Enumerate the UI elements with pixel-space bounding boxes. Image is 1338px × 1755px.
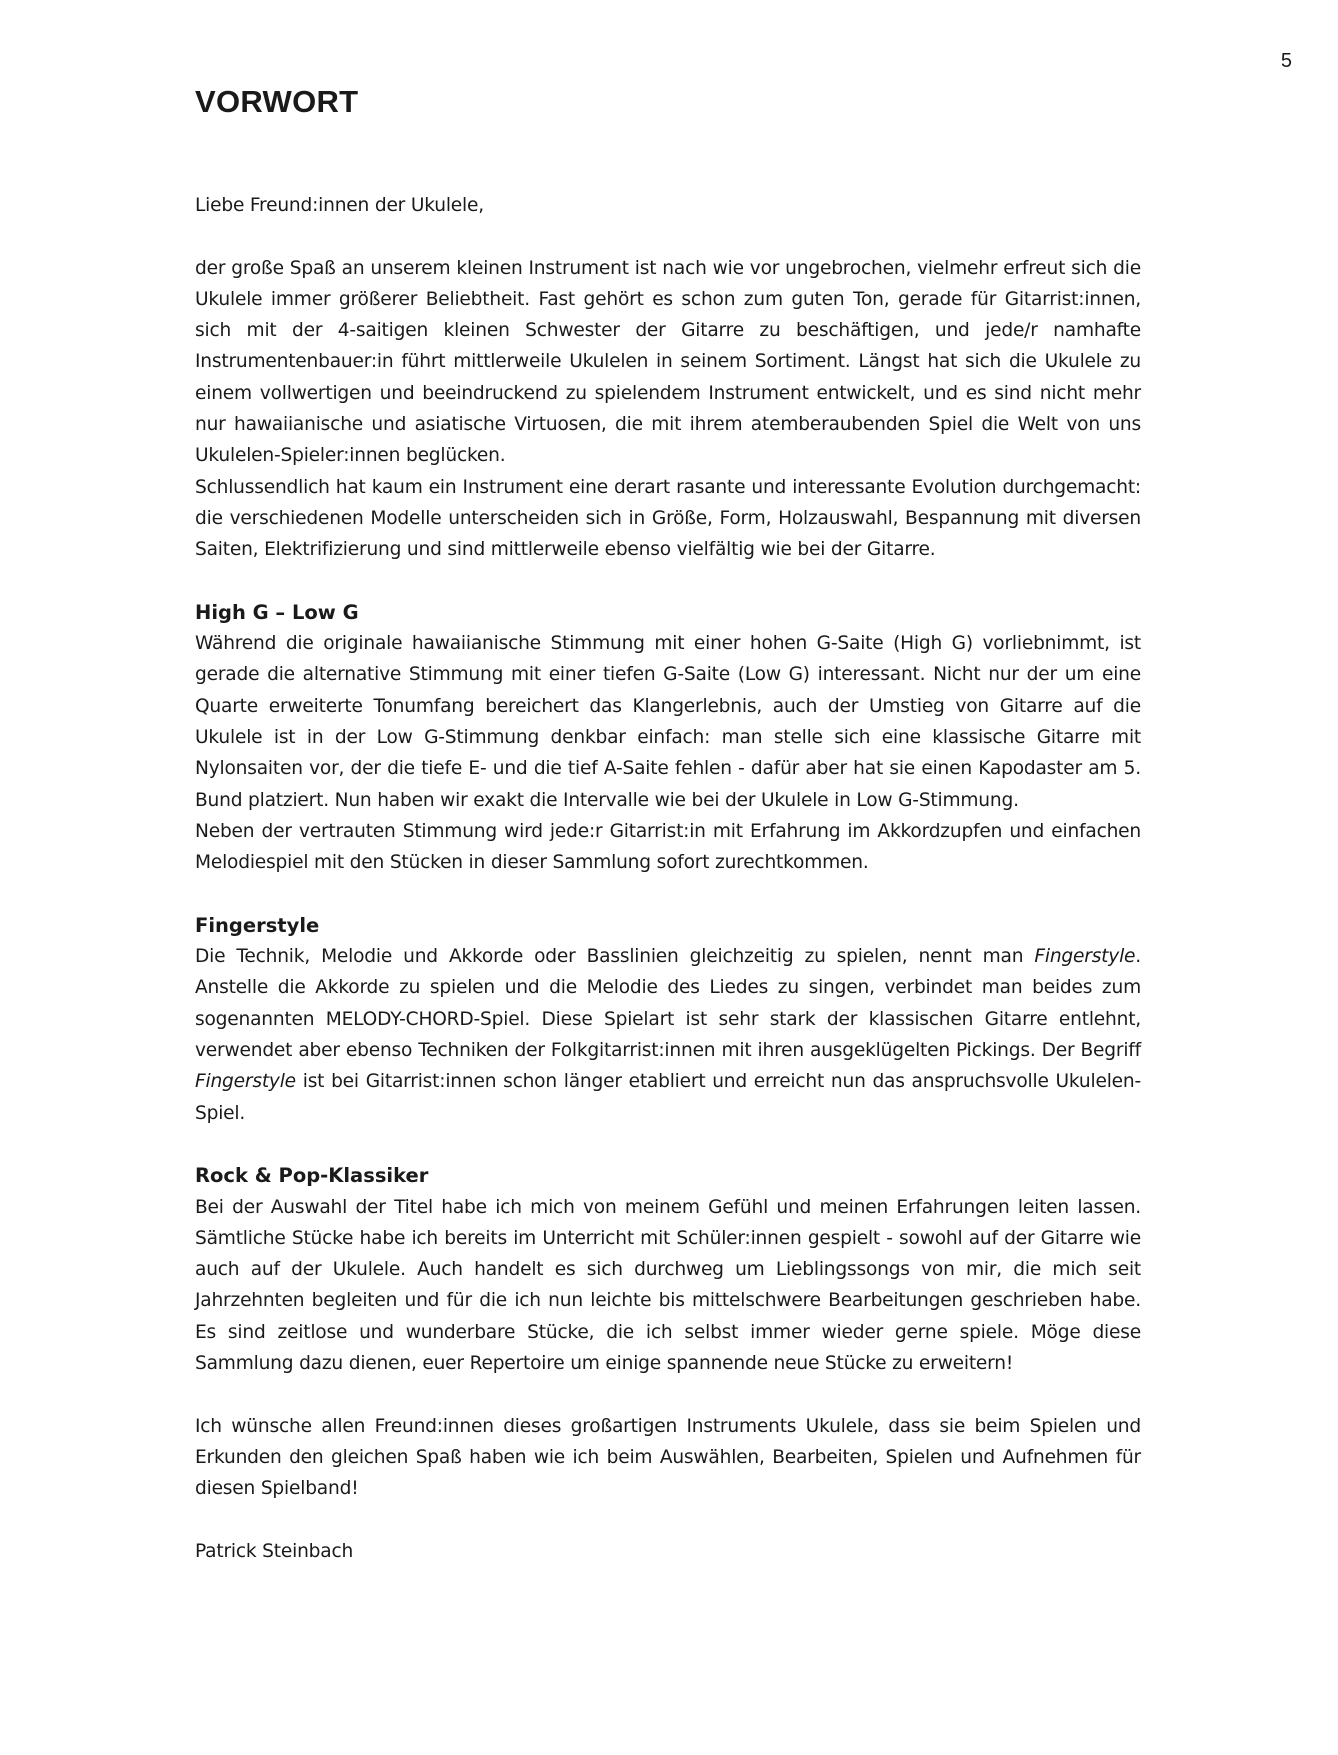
closing-paragraph: Ich wünsche allen Freund:innen dieses großartigen Instruments Ukulele, dass sie beim Spielen und Erkunden den gleichen Spaß haben wie ich beim Auswählen, Bearbeiten, Spielen und Aufnehmen für diesen Spielband! [195,1415,1141,1500]
section-heading-fingerstyle: Fingerstyle [195,913,320,937]
intro-paragraph-2: Schlussendlich hat kaum ein Instrument eine derart rasante und interessante Evolution durchgemacht: die verschiedenen Modelle unterscheiden sich in Größe, Form, Holzauswahl, Bespannung mit diversen Saiten, Elektrifizierung und sind mittlerweile ebenso vielfältig wie bei der Gitarre. [195,476,1141,561]
greeting: Liebe Freund:innen der Ukulele, [195,195,484,216]
spacer [195,1504,1141,1535]
spacer [195,1129,1141,1160]
fingerstyle-term-1: Fingerstyle [1034,946,1136,968]
signature: Patrick Steinbach [195,1540,354,1562]
fingerstyle-term-2: Fingerstyle [195,1071,296,1093]
fingerstyle-text-c: ist bei Gitarrist:innen schon länger etabliert und erreicht nun das anspruchsvolle Ukulelen-Spiel. [195,1071,1141,1124]
tuning-paragraph-1: Während die originale hawaiianische Stimmung mit einer hohen G-Saite (High G) vorliebnimmt, ist gerade die alternative Stimmung mit einer tiefen G-Saite (Low G) interessant. Nicht nur der um eine Quarte erweiterte Tonumfang bereichert das Klangerlebnis, auch der Umstieg von Gitarre auf die Ukulele ist in der Low G-Stimmung denkbar einfach: man stelle sich eine klassische Gitarre mit Nylonsaiten vor, der die tiefe E- und die tief A-Saite fehlen - dafür aber hat sie einen Kapodaster am 5. Bund platziert. Nun haben wir exakt die Intervalle wie bei der Ukulele in Low G-Stimmung. [195,633,1141,811]
fingerstyle-text-b: . Anstelle die Akkorde zu spielen und die Melodie des Liedes zu singen, verbindet man beides zum sogenannten MELODY-CHORD-Spiel. Diese Spielart ist sehr stark der klassischen Gitarre entlehnt, verwendet aber ebenso Techniken der Folkgitarrist:innen mit ihren ausgeklügelten Pickings. Der Begriff [195,946,1141,1062]
tuning-paragraph-2: Neben der vertrauten Stimmung wird jede:r Gitarrist:in mit Erfahrung im Akkordzupfen und einfachen Melodiespiel mit den Stücken in dieser Sammlung sofort zurechtkommen. [195,820,1141,874]
section-heading-tuning: High G – Low G [195,600,359,624]
foreword-body [195,190,1141,1567]
section-heading-rockpop: Rock & Pop-Klassiker [195,1164,429,1188]
rockpop-paragraph: Bei der Auswahl der Titel habe ich mich von meinem Gefühl und meinen Erfahrungen leiten lassen. Sämtliche Stücke habe ich bereits im Unterricht mit Schüler:innen gespielt - sowohl auf der Gitarre wie auch auf der Ukulele. Auch handelt es sich durchweg um Lieblingssongs von mir, die mich seit Jahrzehnten begleiten und für die ich nun leichte bis mittelschwere Bearbeitungen geschrieben habe. Es sind zeitlose und wunderbare Stücke, die ich selbst immer wieder gerne spiele. Möge diese Sammlung dazu dienen, euer Repertoire um einige spannende neue Stücke zu erweitern! [195,1196,1141,1374]
fingerstyle-text-a: Die Technik, Melodie und Akkorde oder Basslinien gleichzeitig zu spielen, nennt man [195,946,1035,968]
page-title: VORWORT [195,84,359,119]
spacer [195,566,1141,597]
intro-paragraph-1: der große Spaß an unserem kleinen Instrument ist nach wie vor ungebrochen, vielmehr erfreut sich die Ukulele immer größerer Beliebtheit. Fast gehört es schon zum guten Ton, gerade für Gitarrist:innen, sich mit der 4-saitigen kleinen Schwester der Gitarre zu beschäftigen, und jede/r namhafte Instrumentenbauer:in führt mittlerweile Ukulelen in seinem Sortiment. Längst hat sich die Ukulele zu einem vollwertigen und beeindruckend zu spielendem Instrument entwickelt, und es sind nicht mehr nur hawaiianische und asiatische Virtuosen, die mit ihrem atemberaubenden Spiel die Welt von uns Ukulelen-Spieler:innen beglücken. [195,257,1141,467]
page-number: 5 [1280,50,1292,72]
spacer [195,879,1141,910]
spacer [195,221,1141,252]
spacer [195,1379,1141,1410]
fingerstyle-paragraph [195,941,1141,1129]
